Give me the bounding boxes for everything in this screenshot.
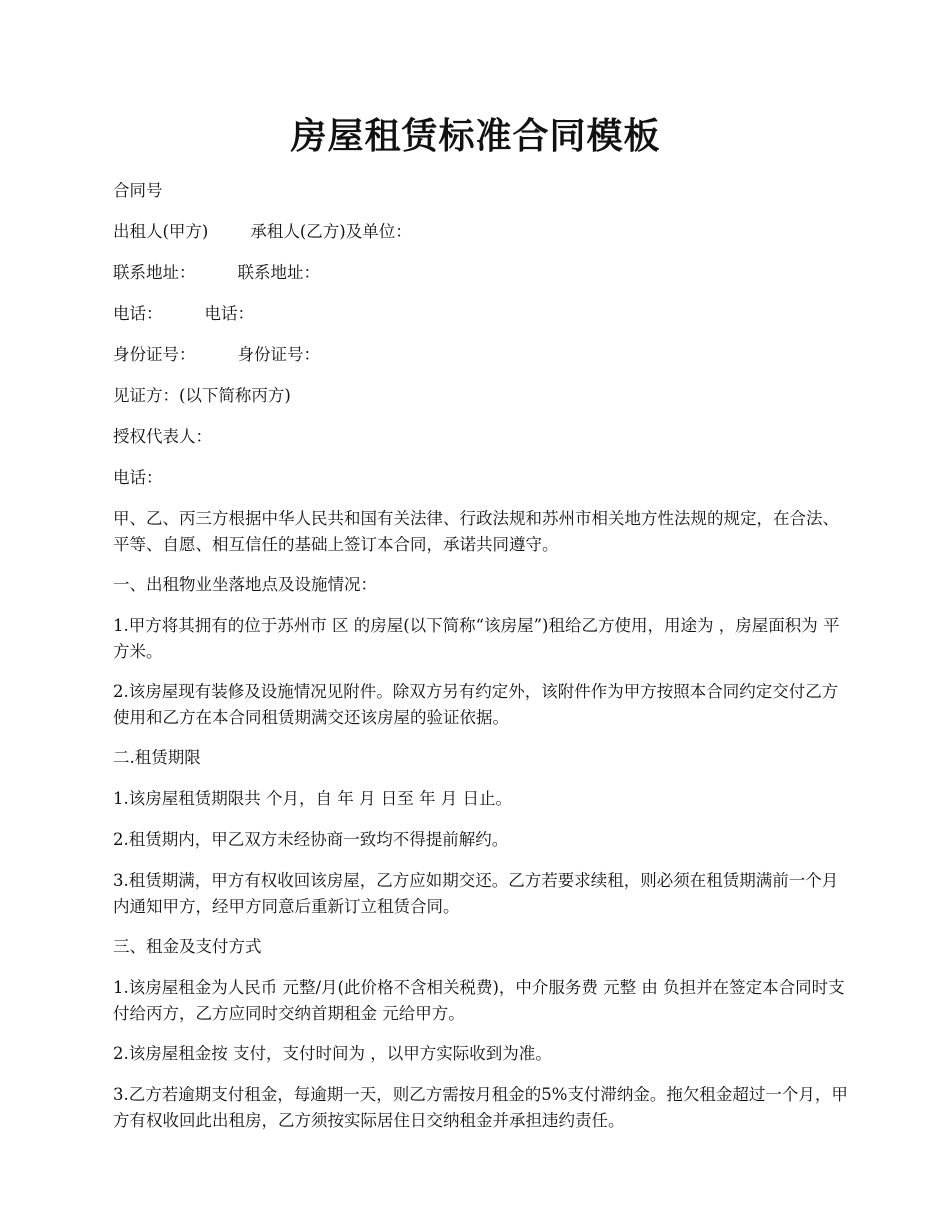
- phone-line: 电话： 电话：: [113, 304, 254, 323]
- section-heading-2: 二.租赁期限: [113, 748, 201, 767]
- parties-line: 出租人(甲方) 承租人(乙方)及单位：: [113, 222, 412, 241]
- clause-3-1: 1.该房屋租金为人民币 元整/月(此价格不含相关税费)，中介服务费 元整 由 负担并在签定本合同时支付给丙方，乙方应同时交纳首期租金 元给甲方。: [113, 978, 845, 1023]
- clause-1-2: 2.该房屋现有装修及设施情况见附件。除双方另有约定外，该附件作为甲方按照本合同约定交付乙方使用和乙方在本合同租赁期满交还该房屋的验证依据。: [113, 682, 839, 727]
- section-heading-3: 三、租金及支付方式: [113, 937, 262, 956]
- clause-2-3: 3.租赁期满，甲方有权收回该房屋，乙方应如期交还。乙方若要求续租，则必须在租赁期满前一个月内通知甲方，经甲方同意后重新订立租赁合同。: [113, 871, 839, 916]
- clause-3-3: 3.乙方若逾期支付租金，每逾期一天，则乙方需按月租金的5%支付滞纳金。拖欠租金超过一个月，甲方有权收回此出租房，乙方须按实际居住日交纳租金并承担违约责任。: [113, 1085, 848, 1130]
- id-number-line: 身份证号： 身份证号：: [113, 345, 320, 364]
- representative-line: 授权代表人：: [113, 427, 212, 446]
- witness-line: 见证方：(以下简称丙方): [113, 386, 291, 405]
- contract-body: [113, 178, 853, 1134]
- clause-3-2: 2.该房屋租金按 支付，支付时间为 ，以甲方实际收到为准。: [113, 1044, 552, 1063]
- contract-number-line: 合同号: [113, 181, 163, 200]
- clause-1-1: 1.甲方将其拥有的位于苏州市 区 的房屋(以下简称“该房屋”)租给乙方使用，用途为 ，房屋面积为 平方米。: [113, 616, 840, 661]
- preamble-paragraph: 甲、乙、丙三方根据中华人民共和国有关法律、行政法规和苏州市相关地方性法规的规定，在合法、平等、自愿、相互信任的基础上签订本合同，承诺共同遵守。: [113, 509, 839, 554]
- section-heading-1: 一、出租物业坐落地点及设施情况：: [113, 575, 377, 594]
- address-line: 联系地址： 联系地址：: [113, 263, 320, 282]
- witness-phone-line: 电话：: [113, 468, 163, 487]
- page-title: 房屋租赁标准合同模板: [290, 115, 661, 157]
- clause-2-1: 1.该房屋租赁期限共 个月，自 年 月 日至 年 月 日止。: [113, 789, 512, 808]
- clause-2-2: 2.租赁期内，甲乙双方未经协商一致均不得提前解约。: [113, 830, 509, 849]
